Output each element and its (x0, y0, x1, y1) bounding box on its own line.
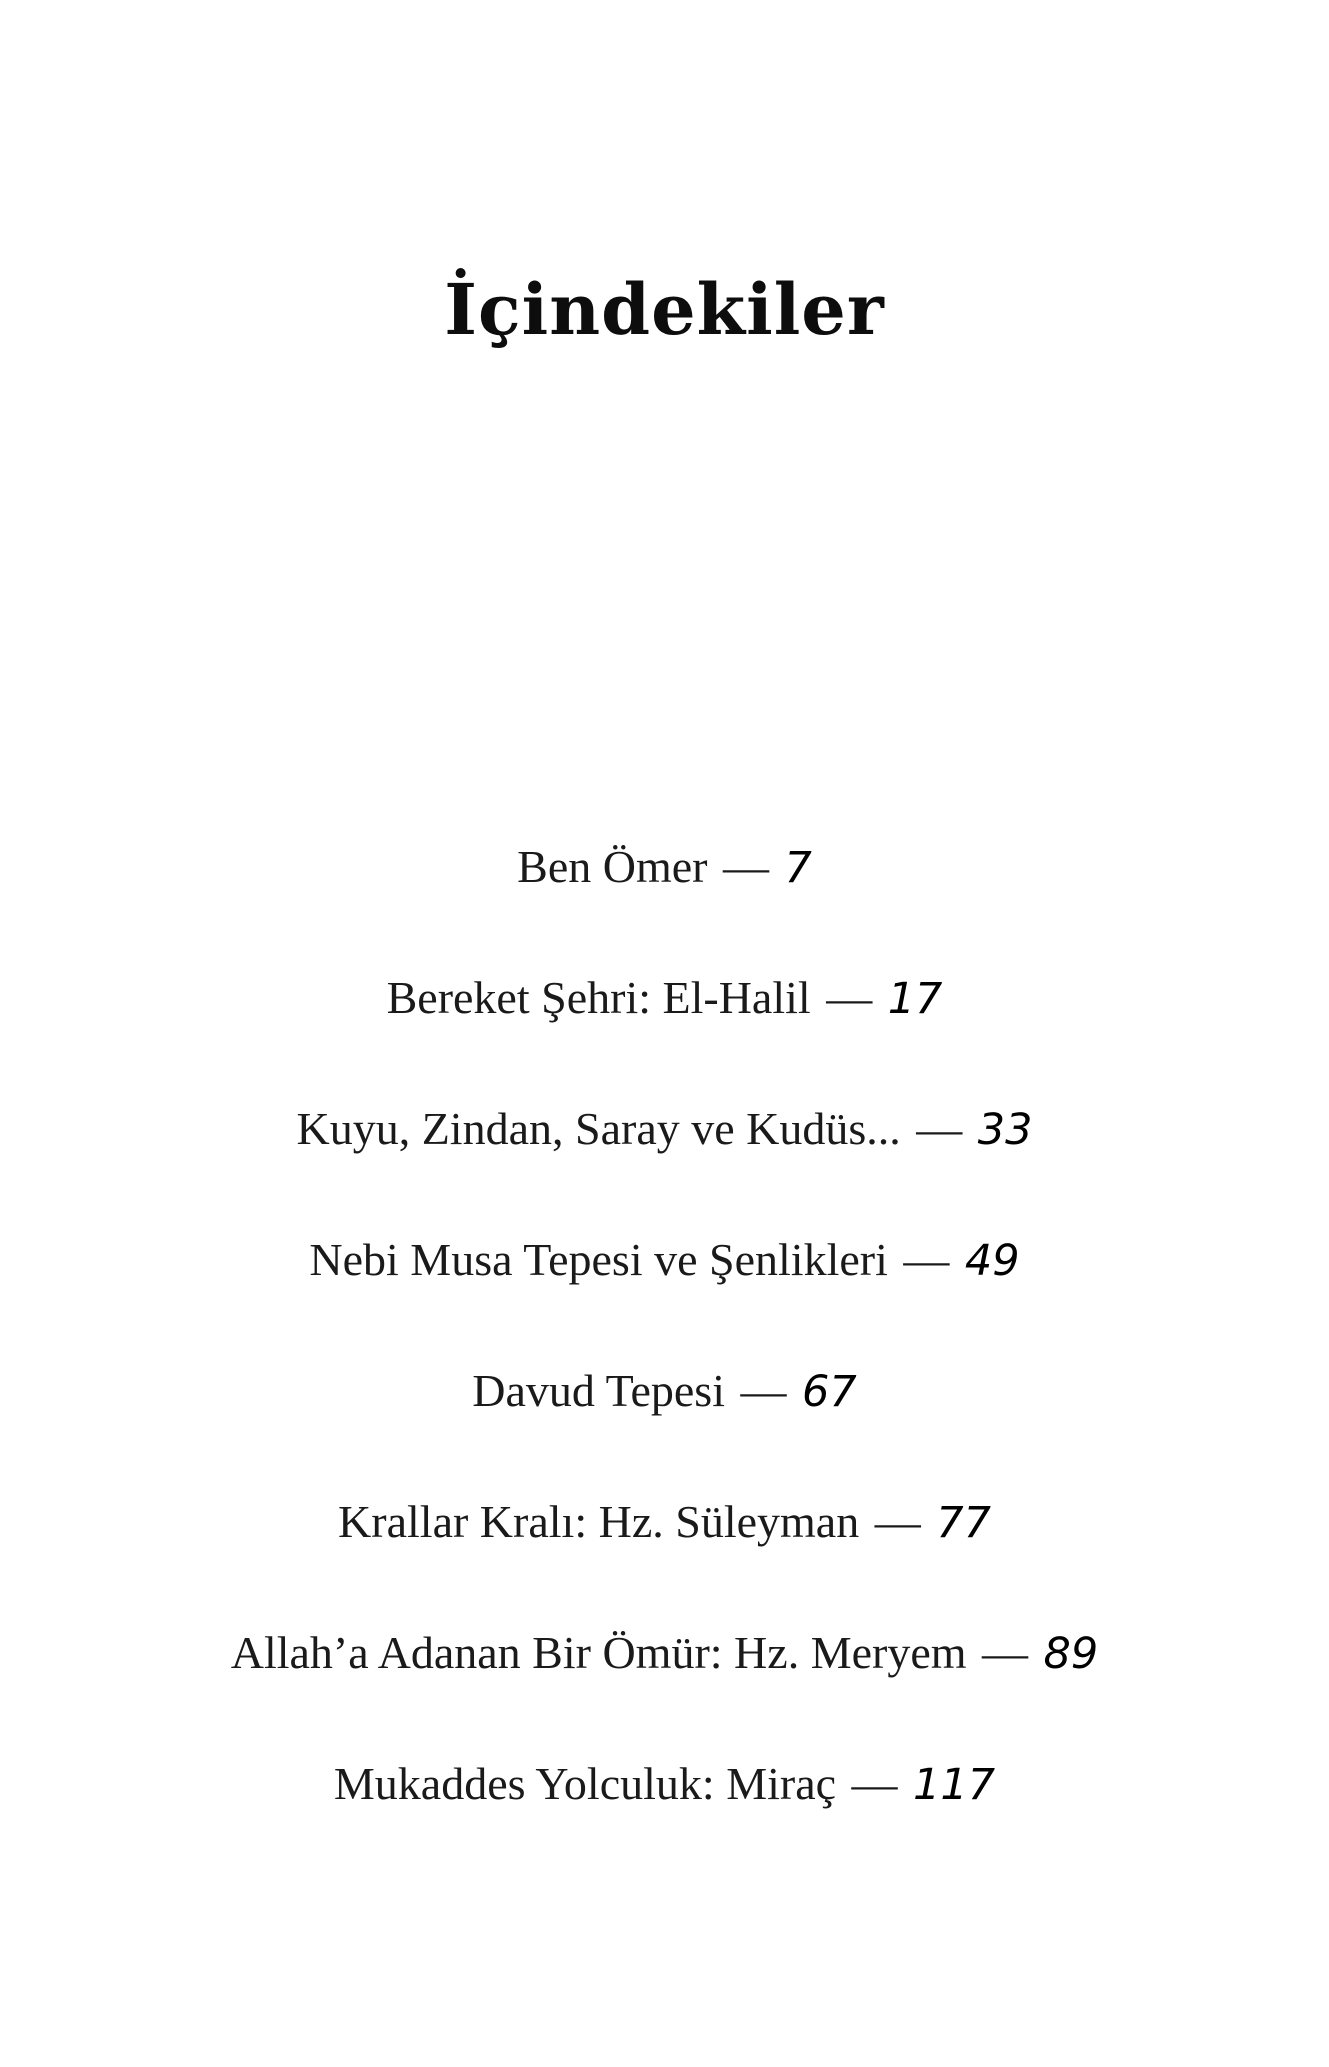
toc-page-number: 67 (802, 1367, 857, 1417)
table-of-contents (0, 838, 1329, 1886)
toc-page-number: 17 (887, 974, 943, 1024)
toc-entry-title: Kuyu, Zindan, Saray ve Kudüs... (296, 1103, 901, 1154)
toc-separator: — (851, 1758, 898, 1809)
toc-entry (0, 1624, 1329, 1755)
toc-entry-title: Krallar Kralı: Hz. Süleyman (338, 1496, 860, 1547)
toc-page-number: 77 (936, 1498, 991, 1548)
toc-separator: — (740, 1365, 787, 1416)
toc-entry-title: Davud Tepesi (472, 1365, 725, 1416)
toc-page-number: 89 (1043, 1629, 1099, 1679)
toc-page-number: 117 (913, 1760, 996, 1810)
toc-entry (0, 1755, 1329, 1886)
toc-entry-title: Ben Ömer (517, 841, 708, 892)
toc-entry (0, 969, 1329, 1100)
toc-entry-title: Bereket Şehri: El-Halil (386, 972, 811, 1023)
toc-separator: — (826, 972, 873, 1023)
toc-entry (0, 838, 1329, 969)
toc-entry (0, 1231, 1329, 1362)
toc-separator: — (874, 1496, 921, 1547)
toc-separator: — (916, 1103, 963, 1154)
toc-entry-title: Mukaddes Yolculuk: Miraç (333, 1758, 837, 1809)
toc-page-number: 7 (784, 843, 812, 893)
toc-separator: — (903, 1234, 950, 1285)
toc-separator: — (982, 1627, 1029, 1678)
toc-separator: — (722, 841, 769, 892)
toc-page-number: 49 (964, 1236, 1020, 1286)
toc-entry-title: Allah’a Adanan Bir Ömür: Hz. Meryem (230, 1627, 967, 1678)
toc-entry (0, 1493, 1329, 1624)
toc-entry-title: Nebi Musa Tepesi ve Şenlikleri (309, 1234, 888, 1285)
toc-entry (0, 1100, 1329, 1231)
page-title: İçindekiler (444, 267, 885, 351)
toc-page-number: 33 (977, 1105, 1033, 1155)
toc-entry (0, 1362, 1329, 1493)
